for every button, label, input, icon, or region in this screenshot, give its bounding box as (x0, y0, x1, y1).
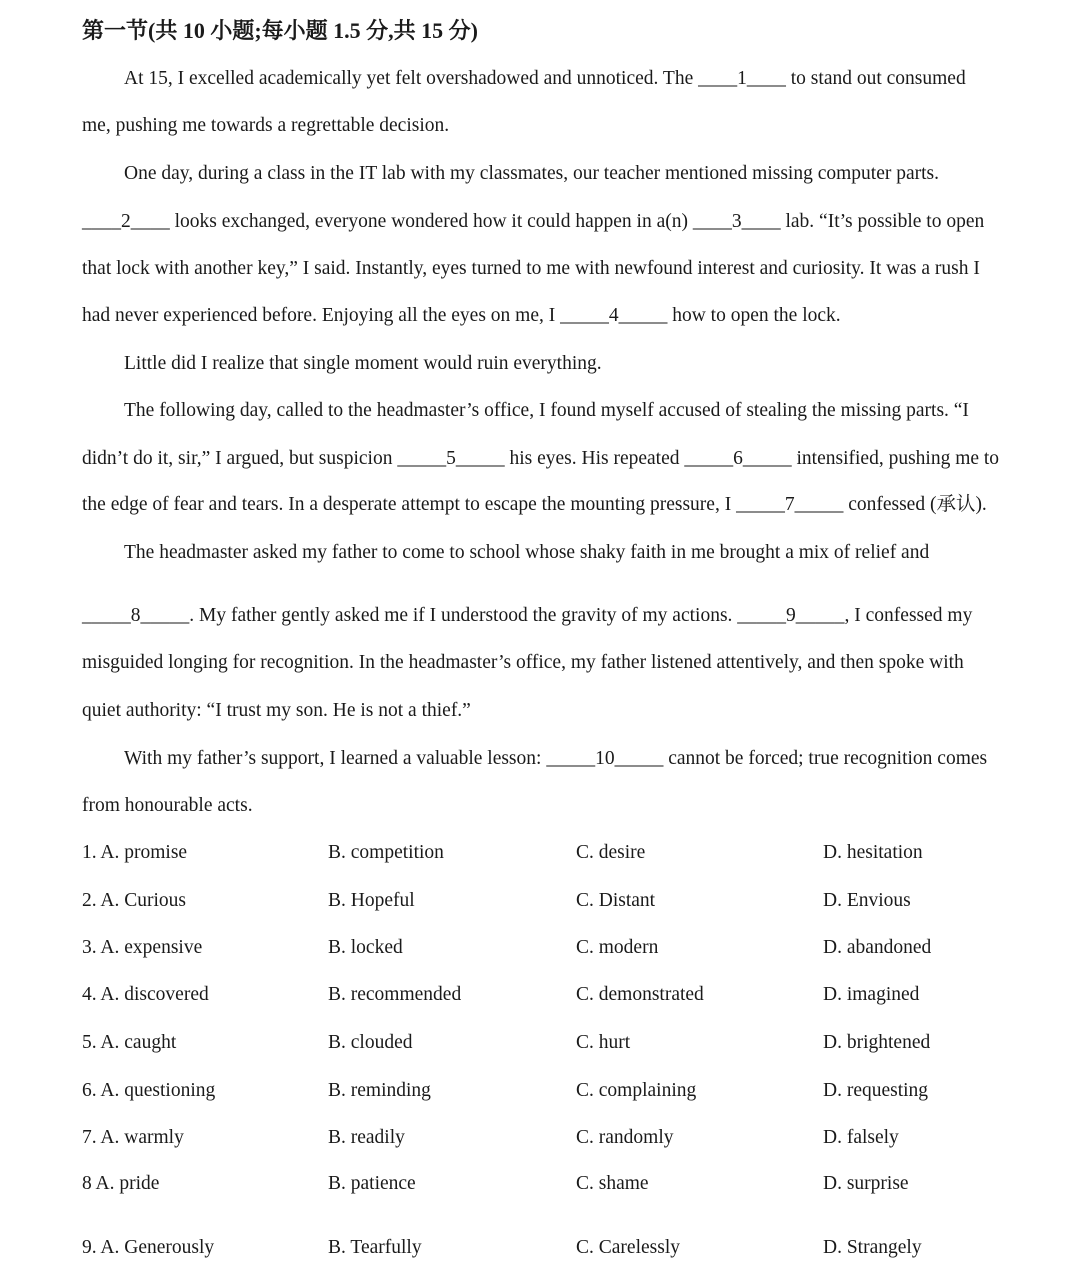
blank-4: _____4_____ (560, 305, 668, 326)
passage-text: lab. “It’s possible to open (780, 211, 985, 232)
option-a: 6. A. questioning (82, 1080, 216, 1101)
passage-line-14: quiet authority: “I trust my son. He is not a thief.” (82, 700, 471, 721)
blank-9: _____9_____ (737, 605, 845, 626)
blank-2: ____2____ (82, 211, 170, 232)
option-d: D. brightened (823, 1032, 931, 1053)
passage-text: had never experienced before. Enjoying all the eyes on me, I (82, 305, 561, 326)
passage-line-4 (82, 209, 984, 235)
option-c: C. complaining (576, 1080, 697, 1101)
blank-6: _____6_____ (684, 448, 792, 469)
passage-text: cannot be forced; true recognition comes (663, 748, 988, 769)
option-b: B. competition (328, 842, 444, 863)
option-c: C. modern (576, 937, 659, 958)
option-a: 8 A. pride (82, 1173, 160, 1194)
passage-line-7: Little did I realize that single moment would ruin everything. (124, 353, 602, 374)
passage-text: how to open the lock. (667, 305, 841, 326)
passage-line-3: One day, during a class in the IT lab with my classmates, our teacher mentioned missing computer parts. (124, 163, 940, 184)
option-c: C. Distant (576, 890, 656, 911)
option-b: B. clouded (328, 1032, 413, 1053)
passage-line-11: The headmaster asked my father to come to school whose shaky faith in me brought a mix of relief and (124, 542, 930, 563)
passage-line-9 (82, 446, 999, 472)
option-d: D. requesting (823, 1080, 929, 1101)
option-b: B. Tearfully (328, 1237, 422, 1258)
passage-line-6 (82, 303, 841, 329)
passage-text: . My father gently asked me if I understood the gravity of my actions. (189, 605, 738, 626)
option-c: C. demonstrated (576, 984, 704, 1005)
option-a: 3. A. expensive (82, 937, 203, 958)
passage-line-12 (82, 603, 972, 629)
option-a: 4. A. discovered (82, 984, 209, 1005)
option-d: D. Strangely (823, 1237, 922, 1258)
option-b: B. readily (328, 1127, 405, 1148)
option-d: D. abandoned (823, 937, 932, 958)
passage-line-16: from honourable acts. (82, 795, 253, 816)
blank-3: ____3____ (692, 211, 781, 232)
option-b: B. locked (328, 937, 403, 958)
passage-line-1 (124, 66, 966, 92)
section-title: 第一节(共 10 小题;每小题 1.5 分,共 15 分) (82, 18, 478, 43)
passage-line-2: me, pushing me towards a regrettable decision. (82, 115, 450, 136)
option-a: 9. A. Generously (82, 1237, 215, 1258)
option-a: 7. A. warmly (82, 1127, 184, 1148)
option-b: B. Hopeful (328, 890, 415, 911)
passage-line-5: that lock with another key,” I said. Instantly, eyes turned to me with newfound interest and curiosity. It was a rush I (82, 258, 980, 279)
passage-line-15 (124, 746, 987, 772)
option-a: 5. A. caught (82, 1032, 177, 1053)
passage-text: , I confessed my (844, 605, 973, 626)
passage-text: confessed (承认). (843, 494, 987, 515)
option-c: C. randomly (576, 1127, 674, 1148)
passage-text: didn’t do it, sir,” I argued, but suspicion (82, 448, 398, 469)
passage-line-10 (82, 492, 987, 518)
passage-text: his eyes. His repeated (504, 448, 685, 469)
option-c: C. shame (576, 1173, 649, 1194)
option-c: C. desire (576, 842, 646, 863)
blank-10: _____10_____ (546, 748, 664, 769)
passage-line-8: The following day, called to the headmaster’s office, I found myself accused of stealing the missing parts. “I (124, 400, 969, 421)
blank-1: ____1____ (698, 68, 786, 89)
blank-5: _____5_____ (397, 448, 505, 469)
option-c: C. hurt (576, 1032, 631, 1053)
option-b: B. patience (328, 1173, 416, 1194)
passage-text: the edge of fear and tears. In a desperate attempt to escape the mounting pressure, I (82, 494, 737, 515)
blank-7: _____7_____ (736, 494, 844, 515)
passage-text: looks exchanged, everyone wondered how it could happen in a(n) (169, 211, 693, 232)
option-d: D. surprise (823, 1173, 909, 1194)
option-d: D. falsely (823, 1127, 899, 1148)
passage-line-13: misguided longing for recognition. In the headmaster’s office, my father listened attentively, and then spoke with (82, 652, 964, 673)
option-d: D. imagined (823, 984, 920, 1005)
option-d: D. Envious (823, 890, 911, 911)
option-a: 1. A. promise (82, 842, 188, 863)
passage-text: intensified, pushing me to (791, 448, 1000, 469)
option-a: 2. A. Curious (82, 890, 187, 911)
blank-8: _____8_____ (82, 605, 190, 626)
option-c: C. Carelessly (576, 1237, 680, 1258)
option-b: B. reminding (328, 1080, 431, 1101)
passage-text: At 15, I excelled academically yet felt overshadowed and unnoticed. The (124, 68, 699, 89)
option-b: B. recommended (328, 984, 462, 1005)
passage-text: With my father’s support, I learned a valuable lesson: (124, 748, 547, 769)
passage-text: to stand out consumed (785, 68, 966, 89)
option-d: D. hesitation (823, 842, 923, 863)
